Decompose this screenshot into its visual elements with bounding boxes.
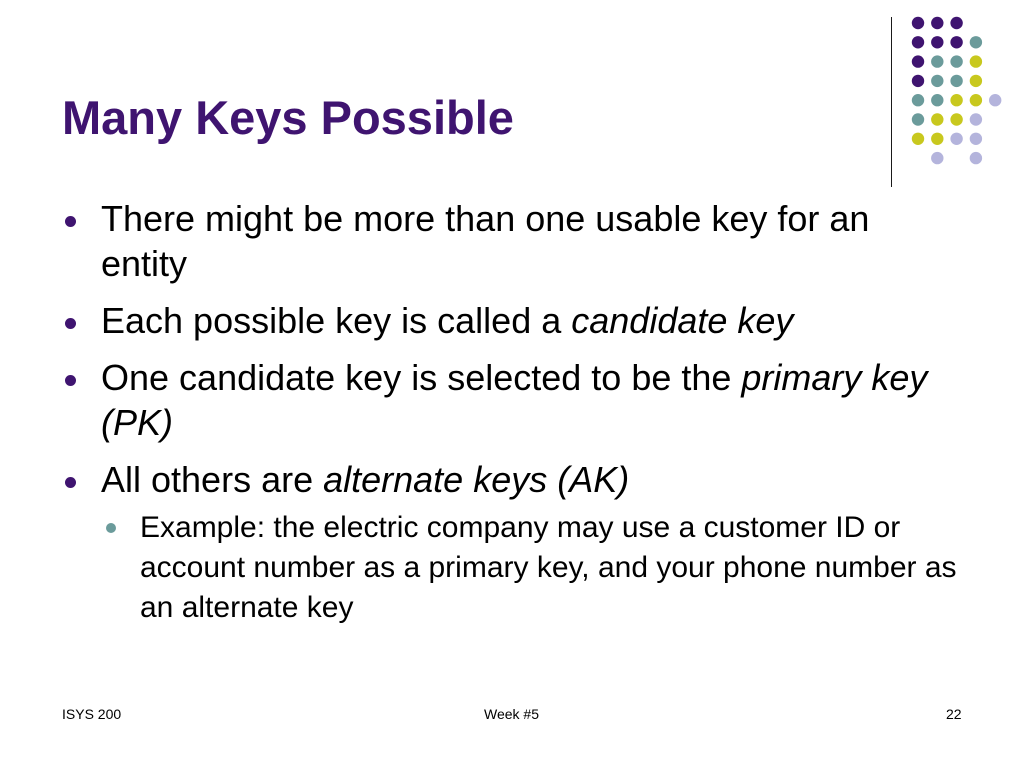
decorative-dot [950, 94, 962, 106]
bullet-text: There might be more than one usable key for an entity [101, 198, 870, 284]
decorative-dot [912, 94, 924, 106]
bullet-dot [65, 318, 76, 329]
bullet-list [62, 196, 962, 640]
bullet-item [62, 457, 962, 628]
decorative-dot [950, 17, 962, 29]
decorative-dot [950, 36, 962, 48]
bullet-dot [65, 216, 76, 227]
sub-bullet-item [101, 508, 962, 628]
bullet-dot [65, 477, 76, 488]
bullet-item [62, 355, 962, 445]
decorative-dot [912, 55, 924, 67]
sub-bullet-text: Example: the electric company may use a customer ID or account number as a primary key, and your phone number as an alternate key [140, 511, 957, 624]
decorative-dot [950, 75, 962, 87]
term-alternate-keys: alternate keys (AK) [323, 459, 630, 500]
bullet-item [62, 196, 962, 286]
decorative-dot [931, 152, 943, 164]
decorative-dot [912, 75, 924, 87]
decorative-dot [970, 75, 982, 87]
decorative-dot [931, 75, 943, 87]
decorative-dot [912, 36, 924, 48]
bullet-text: One candidate key is selected to be the [101, 357, 742, 398]
decorative-dot [970, 133, 982, 145]
decorative-dot [950, 113, 962, 125]
decorative-dot [912, 133, 924, 145]
decorative-dot [950, 133, 962, 145]
decorative-dot [912, 113, 924, 125]
bullet-dot [65, 375, 76, 386]
decorative-dot [970, 94, 982, 106]
decorative-dot [931, 17, 943, 29]
decorative-dot [931, 55, 943, 67]
footer-week: Week #5 [484, 706, 539, 722]
slide-title: Many Keys Possible [62, 91, 514, 144]
decorative-dot [989, 94, 1001, 106]
vertical-divider [891, 17, 892, 187]
decorative-dot [912, 17, 924, 29]
bullet-text: All others are [101, 459, 324, 500]
decorative-dot [950, 55, 962, 67]
sub-bullet-list [101, 508, 962, 628]
decorative-dot [931, 133, 943, 145]
decorative-dot [970, 36, 982, 48]
footer-course: ISYS 200 [62, 706, 122, 722]
decorative-dot [931, 94, 943, 106]
footer-page-number: 22 [946, 706, 962, 722]
bullet-text: Each possible key is called a [101, 300, 572, 341]
decorative-dot [931, 113, 943, 125]
decorative-dot [931, 36, 943, 48]
decorative-dot [970, 55, 982, 67]
bullet-item [62, 298, 962, 343]
decorative-dot [970, 152, 982, 164]
term-candidate-key: candidate key [571, 300, 794, 341]
decorative-dot [970, 113, 982, 125]
sub-bullet-dot [106, 523, 116, 533]
term-primary-key: primary key (PK) [101, 357, 928, 443]
